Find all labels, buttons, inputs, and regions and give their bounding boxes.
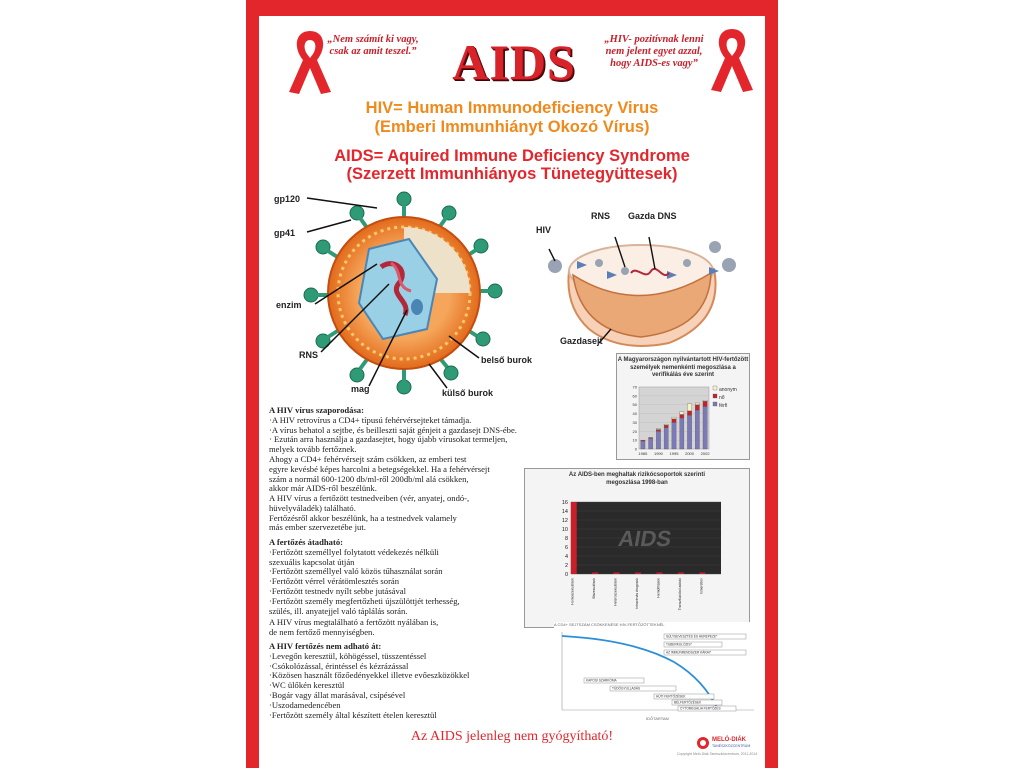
chart2-y-tick: 0: [564, 572, 568, 578]
chart3-stage-label: CYTOMEGALIA FERTŐZÉS: [680, 706, 721, 711]
label-kulso-burok: külső burok: [442, 388, 494, 398]
chart2-y-tick: 14: [561, 509, 568, 515]
chart2-bar: [592, 573, 598, 575]
chart1-x-tick: 1990: [653, 451, 663, 456]
text-replication: [269, 406, 559, 494]
chart1-bar-segment: [680, 412, 684, 415]
label-gp120: gp120: [274, 194, 301, 204]
not-line: ·Fertőzött személy által készített ételen keresztül: [269, 709, 437, 720]
fluids-line: Fertőzésről akkor beszélünk, ha a testnedvek valamely: [269, 512, 457, 523]
chart1-y-tick: 30: [632, 419, 637, 425]
chart1-bar-segment: [687, 415, 691, 449]
aids-heading-line2: (Szerzett Immunhiányos Tünetegyüttesek): [346, 165, 678, 183]
chart1-bar-segment: [703, 401, 707, 406]
not-line: ·Uszodamedencében: [269, 699, 341, 710]
text-fluids: [269, 494, 559, 533]
chart1-legend-ferfi: férfi: [719, 403, 728, 409]
chart1-bar-segment: [695, 403, 699, 405]
chart1-x-tick: 1995: [669, 451, 679, 456]
poster-content: [259, 16, 765, 768]
chart2-x-tick: Homoszexuálisok: [570, 578, 575, 605]
chart1-y-tick: 0: [634, 446, 637, 452]
poster-border: [246, 0, 778, 768]
chart1-bar-segment: [649, 437, 653, 438]
chart2-bar: [614, 573, 620, 575]
chart3-title: A CD4+ SEJTSZÁM CSÖKKENÉSE HIV-FERTŐZÖTTEKNÉL: [554, 622, 665, 627]
chart1-bar-segment: [664, 424, 668, 425]
chart1-bar-segment: [695, 405, 699, 410]
chart3-stage-label: TUBERKULÓZIS*: [666, 642, 692, 647]
label-mag: mag: [351, 384, 370, 394]
label-rns: RNS: [299, 350, 319, 360]
fluids-line: más ember szervezetébe jut.: [269, 522, 366, 533]
replication-line: szám a normál 600-1200 db/ml-ről 200db/ml alá csökken,: [269, 473, 469, 484]
chart2-bar: [571, 502, 577, 574]
chart2-title: Az AIDS-ben meghaltak rizikócsoportok szerinti megoszlása 1998-ban: [568, 472, 706, 486]
text-transmit: [269, 538, 559, 616]
chart2-y-tick: 4: [564, 554, 568, 560]
chart-hiv-by-sex: [616, 353, 750, 460]
saliva-line: A HIV vírus megtalálható a fertőzött nyálában is,: [269, 617, 439, 627]
chart1-x-tick: 2002: [700, 451, 710, 456]
chart1-legend-no: nő: [719, 395, 725, 401]
chart1-y-tick: 20: [632, 428, 637, 434]
replication-line: · Ezután arra használja a gazdasejtet, hogy újabb vírusokat termeljen,: [269, 434, 508, 445]
text-saliva: [269, 618, 559, 638]
chart2-x-tick: Hemofíliások: [656, 578, 661, 598]
chart1-bar-segment: [695, 410, 699, 449]
transmit-title: A fertőzés átadható:: [269, 537, 343, 547]
transmit-line: ·Fertőzött vérrel vérátömlesztés során: [269, 576, 400, 587]
chart1-plot: [617, 354, 749, 459]
chart1-bar-segment: [680, 418, 684, 449]
quote-left: „Nem számít ki vagy, csak az amit teszel.”: [327, 34, 419, 57]
chart2-y-tick: 6: [564, 545, 568, 551]
replication-line: ·A HIV retrovírus a CD4+ típusú fehérvérsejteket támadja.: [269, 414, 472, 425]
chart1-y-tick: 10: [632, 437, 637, 443]
chart2-bar: [699, 573, 705, 575]
chart1-bar-segment: [703, 400, 707, 401]
chart3-x-label: IDŐTARTAM: [646, 716, 669, 721]
chart3-stage-label: BÉLFERTŐZÉSEK: [674, 700, 702, 705]
chart2-plot: [525, 469, 749, 627]
replication-line: melyek tovább fertőznek.: [269, 444, 357, 455]
chart3-stage-label: TÜDŐGYULLADÁS: [612, 686, 641, 691]
chart1-y-tick: 70: [632, 384, 637, 390]
chart1-bar-segment: [672, 419, 676, 423]
saliva-line: de nem fertőző mennyiségben.: [269, 626, 375, 637]
chart3-stage-label: KAPOSI SZARKÓMA: [586, 678, 617, 683]
quote-right: „HIV- pozitívnak lenni nem jelent egyet azzal, hogy AIDS-es vagy”: [604, 34, 704, 69]
text-not-transmitted: [269, 642, 559, 720]
chart1-y-tick: 60: [632, 393, 637, 399]
chart1-legend-swatch: [713, 394, 717, 398]
not-line: ·Közösen használt főzőedényekkel illetve evőeszközökkel: [269, 670, 470, 681]
chart3-plot: [554, 622, 759, 724]
ribbon-right-icon: [707, 24, 757, 94]
chart1-bar-segment: [656, 431, 660, 449]
chart1-bar-segment: [649, 438, 653, 449]
replication-title: A HIV vírus szaporodása:: [269, 405, 364, 415]
transmit-line: szülés, ill. anyatejjel való táplálás során.: [269, 605, 408, 616]
chart1-x-tick: 1985: [638, 451, 648, 456]
chart1-bar-segment: [656, 429, 660, 430]
replication-line: akkor már AIDS-ről beszélünk.: [269, 483, 377, 494]
publisher-icon: [696, 736, 710, 750]
label-hiv: HIV: [536, 225, 552, 235]
chart2-y-tick: 12: [561, 518, 568, 524]
label-gazdasejt: Gazdasejt: [560, 336, 603, 346]
replication-line: egyre kevésbé képes harcolni a betegségekkel. Ha a fehérvérsejt: [269, 463, 490, 474]
chart1-bar-segment: [680, 414, 684, 418]
publisher-name: MELÓ-DIÁK: [712, 737, 746, 743]
host-cell-diagram: [529, 211, 749, 351]
chart1-bar-segment: [672, 422, 676, 449]
chart2-x-tick: Transzfúzióból adódó: [677, 578, 682, 611]
chart2-bar: [656, 573, 662, 575]
not-line: ·WC ülőkén keresztül: [269, 680, 345, 691]
chart2-bar: [635, 573, 641, 575]
chart2-x-tick: Intravénás drogosok: [635, 578, 639, 609]
chart1-legend-swatch: [713, 402, 717, 406]
transmit-line: ·Fertőzött személlyel való közös tűhasználat során: [269, 566, 443, 577]
publisher-sub: TANÉSZKÖZCENTRUM: [712, 744, 751, 748]
aids-title: AIDS: [452, 34, 576, 90]
chart2-x-tick: Heteroszexuálisok: [613, 578, 618, 606]
label-enzim: enzim: [276, 300, 302, 310]
not-line: ·Csókolózással, érintéssel és kézrázással: [269, 660, 409, 671]
chart-risk-groups: [524, 468, 750, 628]
chart2-watermark: AIDS: [616, 526, 674, 551]
chart-cd4-decline: [554, 622, 759, 724]
chart2-y-tick: 2: [564, 563, 568, 569]
chart1-legend-anonym: anonym: [719, 387, 737, 393]
chart2-y-tick: 8: [564, 536, 568, 542]
chart1-bar-segment: [664, 428, 668, 449]
fluids-line: hüvelyváladék) található.: [269, 502, 356, 513]
publisher-logo: [696, 736, 756, 750]
chart1-bar-segment: [656, 430, 660, 432]
label-cell-rns: RNS: [591, 211, 611, 221]
chart3-stage-label: AZ IMMUNRENDSZER KÁRAI*: [666, 650, 711, 655]
chart1-bar-segment: [687, 411, 691, 415]
copyright: Copyright Meló-Diák Taneszközcentrum, 2011-2014: [677, 752, 758, 756]
chart1-bar-segment: [703, 406, 707, 449]
chart3-stage-label: SÚLYSEVESZTÉS ÉS HEREPEZE*: [666, 634, 718, 639]
transmit-line: szexuális kapcsolat útján: [269, 556, 355, 567]
label-belso-burok: belső burok: [481, 355, 533, 365]
transmit-line: ·Fertőzött személy megfertőzheti újszülöttjét terhesség,: [269, 595, 460, 606]
chart3-stage-label: HÚTI FERTŐZÉSEK: [656, 694, 686, 699]
chart1-bar-segment: [664, 425, 668, 428]
aids-heading-line1: AIDS= Aquired Immune Deficiency Syndrome: [334, 147, 690, 165]
chart1-title: A Magyarországon nyilvántartott HIV-fertőzött személyek nemenkénti megoszlása a verifikálás éve szerint: [617, 357, 749, 378]
replication-line: Ahogy a CD4+ fehérvérsejt szám csökken, az emberi test: [269, 453, 467, 464]
label-gp41: gp41: [274, 228, 296, 238]
footer-slogan: Az AIDS jelenleg nem gyógyítható!: [410, 729, 614, 744]
hiv-heading-line2: (Emberi Immunhiányt Okozó Vírus): [374, 118, 650, 136]
chart1-y-tick: 50: [632, 402, 637, 408]
fluids-line: A HIV vírus a fertőzött testnedveiben (vér, anyatej, ondó-,: [269, 493, 470, 503]
chart2-y-tick: 10: [561, 527, 568, 533]
transmit-line: ·Fertőzött személlyel folytatott védekezés nélküli: [269, 546, 439, 557]
chart1-y-tick: 40: [632, 411, 637, 417]
label-gazda-dns: Gazda DNS: [628, 211, 677, 221]
chart2-x-tick: Biszexuálisok: [592, 578, 597, 599]
chart1-bar-segment: [672, 417, 676, 419]
transmit-line: ·Fertőzött testnedv nyílt sebbe jutásával: [269, 585, 406, 596]
chart1-bar-segment: [641, 441, 645, 449]
chart2-bar: [678, 573, 684, 575]
not-title: A HIV fertőzés nem adható át:: [269, 641, 382, 651]
chart1-legend-swatch: [713, 386, 717, 390]
not-line: ·Bogár vagy állat marásával, csípésével: [269, 689, 406, 700]
chart1-bar-segment: [641, 440, 645, 441]
not-line: ·Levegőn keresztül, köhögéssel, tüsszentéssel: [269, 650, 427, 661]
chart1-bar-segment: [687, 404, 691, 411]
replication-line: ·A vírus behatol a sejtbe, és beilleszti saját génjeit a gazdasejt DNS-ébe.: [269, 424, 517, 435]
chart2-x-tick: Ismeretlen: [699, 578, 704, 594]
chart2-y-tick: 16: [561, 500, 568, 506]
hiv-heading-line1: HIV= Human Immunodeficiency Virus: [365, 99, 659, 117]
chart1-x-tick: 2000: [685, 451, 695, 456]
